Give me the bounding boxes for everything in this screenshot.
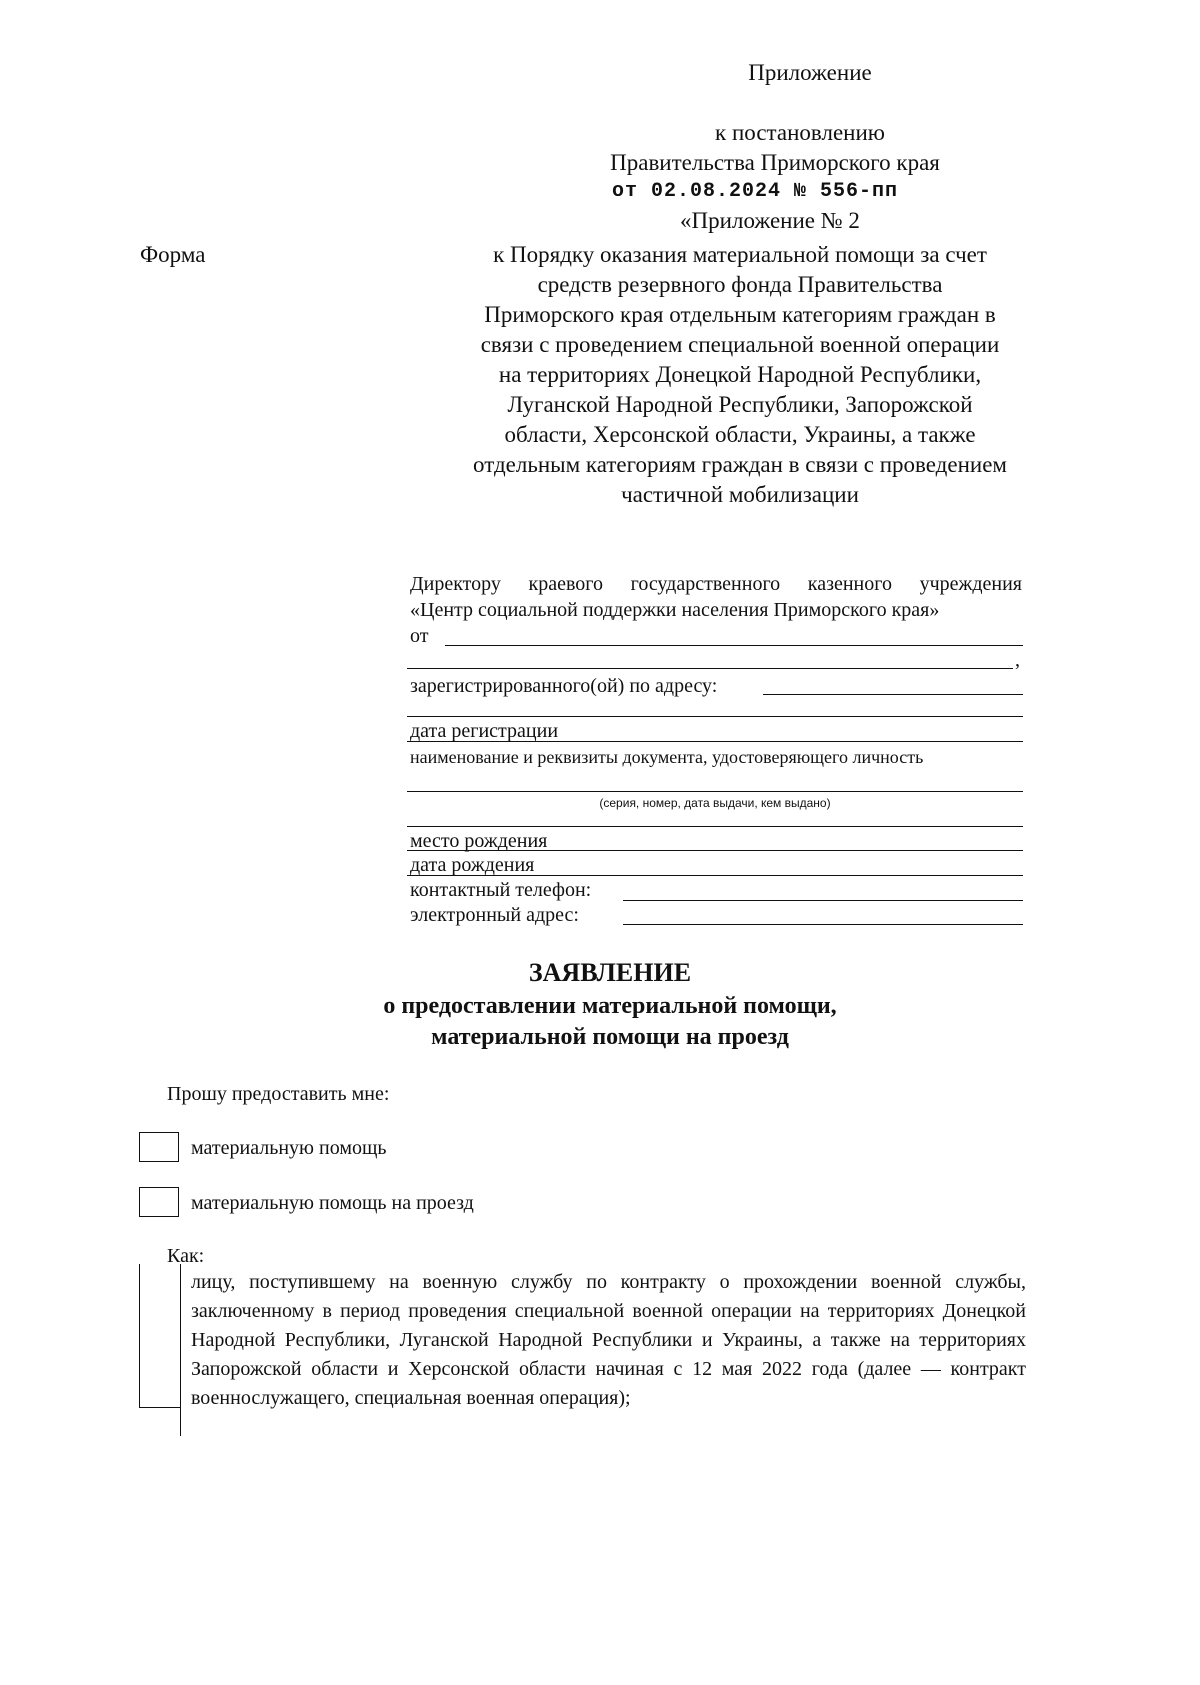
- order-line: отдельным категориям граждан в связи с проведением: [473, 452, 1007, 477]
- order-line: Луганской Народной Республики, Запорожской: [507, 392, 973, 417]
- birth-date-line[interactable]: [407, 875, 1023, 876]
- category-1-text: лицу, поступившему на военную службу по контракту о прохождении военной службы, заключенному в период проведения специальной военной операции на территориях Донецкой Народной Республики, Луганской Народной Республики и Украины, а также на территориях Запорожской области и Херсонской области начиная с 12 мая 2022 года (далее — контракт военнослужащего, специальная военная операция);: [191, 1271, 1026, 1409]
- birth-place-line[interactable]: [407, 850, 1023, 851]
- appendix-2-title: «Приложение № 2: [680, 208, 860, 233]
- id-document-line-2[interactable]: [407, 826, 1023, 827]
- from-name-line-1[interactable]: [445, 645, 1023, 646]
- category-divider: [180, 1264, 181, 1436]
- email-label: электронный адрес:: [410, 904, 579, 926]
- registered-address-line-2[interactable]: [407, 716, 1023, 717]
- phone-label: контактный телефон:: [410, 879, 592, 901]
- statement-subtitle-1: о предоставлении материальной помощи,: [383, 993, 837, 1019]
- category-1-checkbox[interactable]: [139, 1264, 181, 1408]
- order-line: средств резервного фонда Правительства: [537, 272, 943, 297]
- addressee-line-1: Директору краевого государственного казенного учреждения: [410, 573, 1022, 595]
- order-line: Приморского края отдельным категориям граждан в: [484, 302, 996, 327]
- registered-address-label: зарегистрированного(ой) по адресу:: [410, 675, 718, 697]
- registered-address-line-1[interactable]: [763, 694, 1023, 695]
- appendix-line-2: Правительства Приморского края: [610, 150, 940, 175]
- statement-title: ЗАЯВЛЕНИЕ: [528, 958, 692, 987]
- id-document-label: наименование и реквизиты документа, удостоверяющего личность: [410, 747, 924, 767]
- material-aid-label: материальную помощь: [191, 1137, 387, 1159]
- material-aid-checkbox[interactable]: [139, 1132, 179, 1162]
- statement-subtitle-2: материальной помощи на проезд: [431, 1024, 789, 1050]
- email-line[interactable]: [623, 924, 1023, 925]
- id-document-caption: (серия, номер, дата выдачи, кем выдано): [599, 796, 831, 810]
- from-label: от: [410, 625, 429, 647]
- order-line: области, Херсонской области, Украины, а также: [504, 422, 976, 447]
- form-label: Форма: [140, 242, 206, 267]
- appendix-line-1: к постановлению: [715, 120, 885, 145]
- travel-aid-checkbox[interactable]: [139, 1187, 179, 1217]
- order-line: частичной мобилизации: [621, 482, 859, 507]
- birth-date-label: дата рождения: [410, 854, 535, 876]
- birth-place-label: место рождения: [410, 830, 548, 852]
- from-name-line-2[interactable]: [407, 668, 1013, 669]
- addressee-line-2: «Центр социальной поддержки населения Приморского края»: [410, 599, 940, 621]
- phone-line[interactable]: [623, 900, 1023, 901]
- travel-aid-label: материальную помощь на проезд: [191, 1192, 474, 1214]
- order-line: связи с проведением специальной военной операции: [480, 332, 1000, 357]
- order-line: на территориях Донецкой Народной Республики,: [498, 362, 982, 387]
- order-line: к Порядку оказания материальной помощи за счет: [493, 242, 987, 267]
- registration-date-line[interactable]: [407, 741, 1023, 742]
- request-intro: Прошу предоставить мне:: [167, 1083, 390, 1105]
- id-document-line[interactable]: [407, 791, 1023, 792]
- appendix-title: Приложение: [748, 60, 872, 85]
- registration-date-label: дата регистрации: [410, 720, 559, 742]
- resolution-date-number: от 02.08.2024 № 556-пп: [611, 180, 899, 203]
- as-label: Как:: [167, 1245, 205, 1267]
- order-title-block: [410, 240, 1070, 510]
- comma-mark: ,: [1015, 649, 1020, 671]
